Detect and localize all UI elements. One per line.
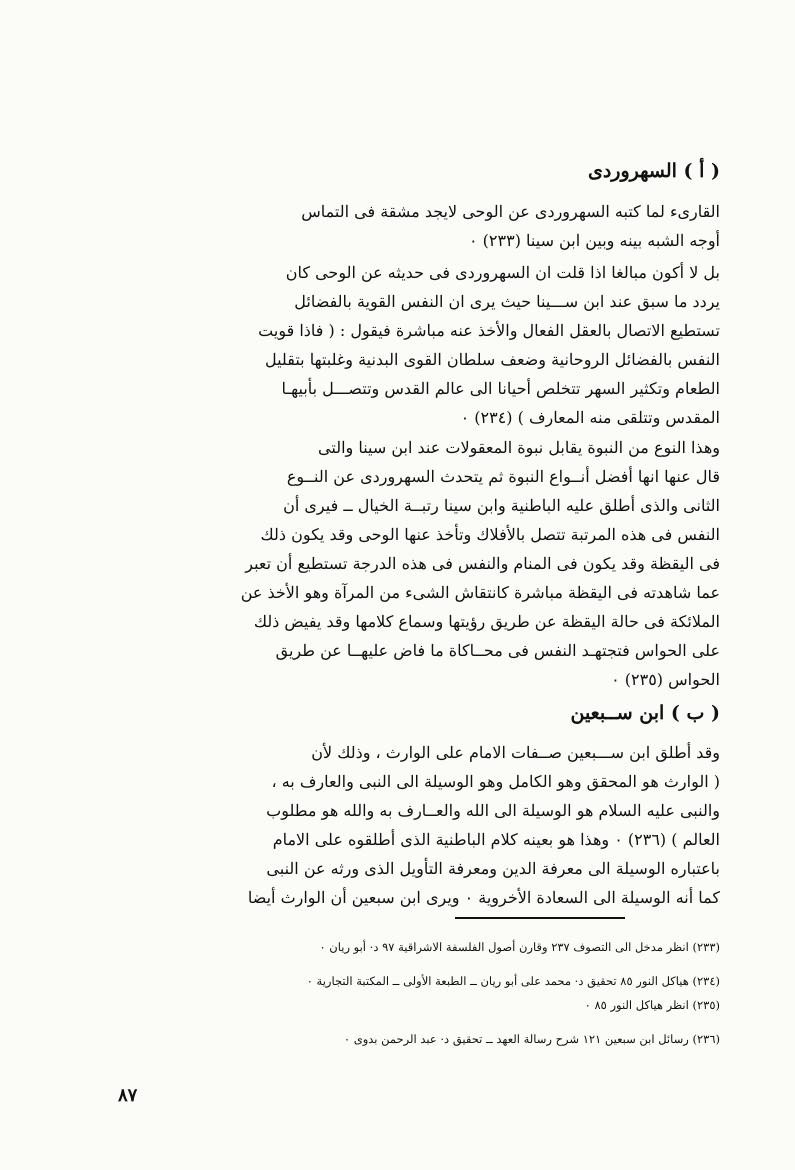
text-line: والنبى عليه السلام هو الوسيلة الى الله والعــارف به والله هو مطلوب	[266, 801, 720, 820]
text-line: وقد أطلق ابن ســـبعين صــفات الامام على الوارث ، وذلك لأن	[311, 743, 720, 762]
text-line: الطعام وتكثير السهر تتخلص أحيانا الى عالم القدس وتتصـــل بأبيهـا	[281, 379, 720, 398]
footnote: (٢٣٦) رسائل ابن سبعين ١٢١ شرح رسالة العهد ــ تحقيق د· عبد الرحمن بدوى ٠	[343, 1032, 720, 1046]
text-line: ( الوارث هو المحقق وهو الكامل وهو الوسيلة الى النبى والعارف به ،	[271, 772, 720, 791]
text-line: فى اليقظة وقد يكون فى المنام والنفس فى هذه الدرجة تستطيع أن تعبر	[245, 554, 720, 573]
text-line: الملائكة فى حالة اليقظة عن طريق رؤيتها وسماع كلامها وقد يفيض ذلك	[253, 612, 720, 631]
paragraph-1	[118, 197, 720, 255]
text-line: النفس فى هذه المرتبة تتصل بالأفلاك وتأخذ عنها الوحى وقد يكون ذلك	[260, 525, 720, 544]
text-line: يردد ما سبق عند ابن ســـينا حيث يرى ان النفس القوية بالفضائل	[294, 292, 720, 311]
section-heading-b: ( ب ) ابن ســبعين	[570, 702, 720, 724]
text-line: العالم ) (٢٣٦) ٠ وهذا هو بعينه كلام الباطنية الذى أطلقوه على الامام	[272, 830, 720, 849]
paragraph-3	[118, 433, 720, 694]
text-line: على الحواس فتجتهـد النفس فى محــاكاة ما فاض عليهــا عن طريق	[275, 641, 720, 660]
footnote-separator	[455, 917, 625, 919]
paragraph-2	[118, 258, 720, 432]
footnote: (٢٣٣) انظر مدخل الى التصوف ٢٣٧ وقارن أصول الفلسفة الاشراقية ٩٧ د· أبو ريان ٠	[319, 940, 720, 954]
text-line: قال عنها انها أفضل أنــواع النبوة ثم يتحدث السهروردى عن النــوع	[286, 467, 720, 486]
footnote: (٢٣٥) انظر هياكل النور ٨٥ ٠	[584, 998, 720, 1012]
footnotes	[118, 936, 720, 1050]
text-line: المقدس وتتلقى منه المعارف ) (٢٣٤) ٠	[460, 408, 720, 427]
text-line: تستطيع الاتصال بالعقل الفعال والأخذ عنه مباشرة فيقول : ( فاذا قويت	[258, 321, 720, 340]
text-line: الثانى والذى أطلق عليه الباطنية وابن سينا رتبــة الخيال ــ فيرى أن	[283, 496, 720, 515]
text-line: الحواس (٢٣٥) ٠	[611, 670, 720, 689]
page-number: ٨٧	[118, 1085, 138, 1106]
text-line: القارىء لما كتبه السهروردى عن الوحى لايجد مشقة فى التماس	[301, 202, 720, 221]
text-line: عما شاهدته فى اليقظة مباشرة كانتقاش الشىء من المرآة وهو الأخذ عن	[240, 583, 720, 602]
text-line: أوجه الشبه بينه وبين ابن سينا (٢٣٣) ٠	[469, 231, 720, 250]
paragraph-4	[118, 738, 720, 912]
text-line: وهذا النوع من النبوة يقابل نبوة المعقولات عند ابن سينا والتى	[318, 438, 720, 457]
footnote: (٢٣٤) هياكل النور ٨٥ تحقيق د· محمد على أبو ريان ــ الطبعة الأولى ــ المكتبة التجارية ٠	[306, 974, 720, 988]
section-heading-a: ( أ ) السهروردى	[587, 160, 720, 182]
text-line: بل لا أكون مبالغا اذا قلت ان السهروردى فى حديثه عن الوحى كان	[285, 263, 720, 282]
text-line: كما أنه الوسيلة الى السعادة الأخروية ٠ ويرى ابن سبعين أن الوارث أيضا	[247, 888, 720, 907]
text-line: النفس بالفضائل الروحانية وضعف سلطان القوى البدنية وغلبتها بتقليل	[264, 350, 720, 369]
text-line: باعتباره الوسيلة الى معرفة الدين ومعرفة التأويل الذى ورثه عن النبى	[266, 859, 720, 878]
